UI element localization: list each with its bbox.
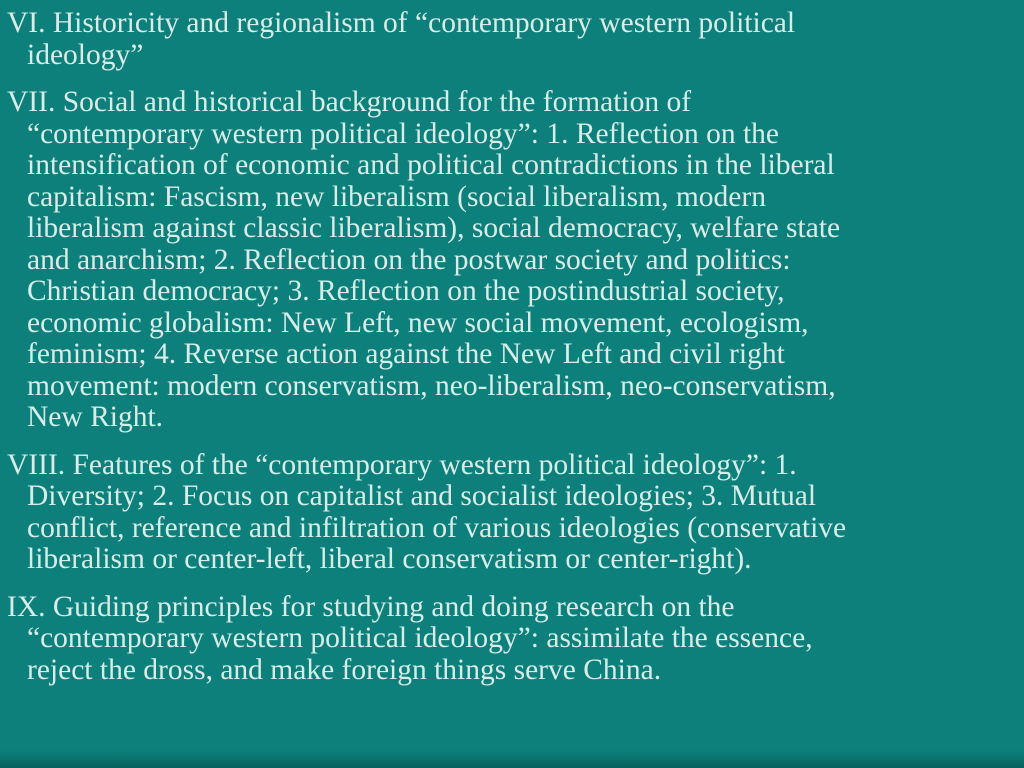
slide-paragraph-ix: IX. Guiding principles for studying and doing research on the “contemporary western political ideology”: assimilate the essence, reject the dross, and make foreign things serve China. bbox=[7, 590, 813, 686]
slide-paragraph-viii: VIII. Features of the “contemporary western political ideology”: 1. Diversity; 2. Focus on capitalist and socialist ideologies; 3. Mutual conflict, reference and infiltration of various ideologies (conservative liberalism or center-left, liberal conservatism or center-right). bbox=[7, 448, 847, 575]
slide-paragraph-vi: VI. Historicity and regionalism of “contemporary western political ideology” bbox=[7, 7, 796, 71]
slide-paragraph-vii: VII. Social and historical background for the formation of “contemporary western political ideology”: 1. Reflection on the intensification of economic and political contradictions in the liberal capitalism: Fascism, new liberalism (social liberalism, modern liberalism against classic liberalism), social democracy, welfare state and anarchism; 2. Reflection on the postwar society and politics: Christian democracy; 3. Reflection on the postindustrial society, economic globalism: New Left, new social movement, ecologism, feminism; 4. Reverse action against the New Left and civil right movement: modern conservatism, neo-liberalism, neo-conservatism, New Right. bbox=[7, 86, 841, 433]
